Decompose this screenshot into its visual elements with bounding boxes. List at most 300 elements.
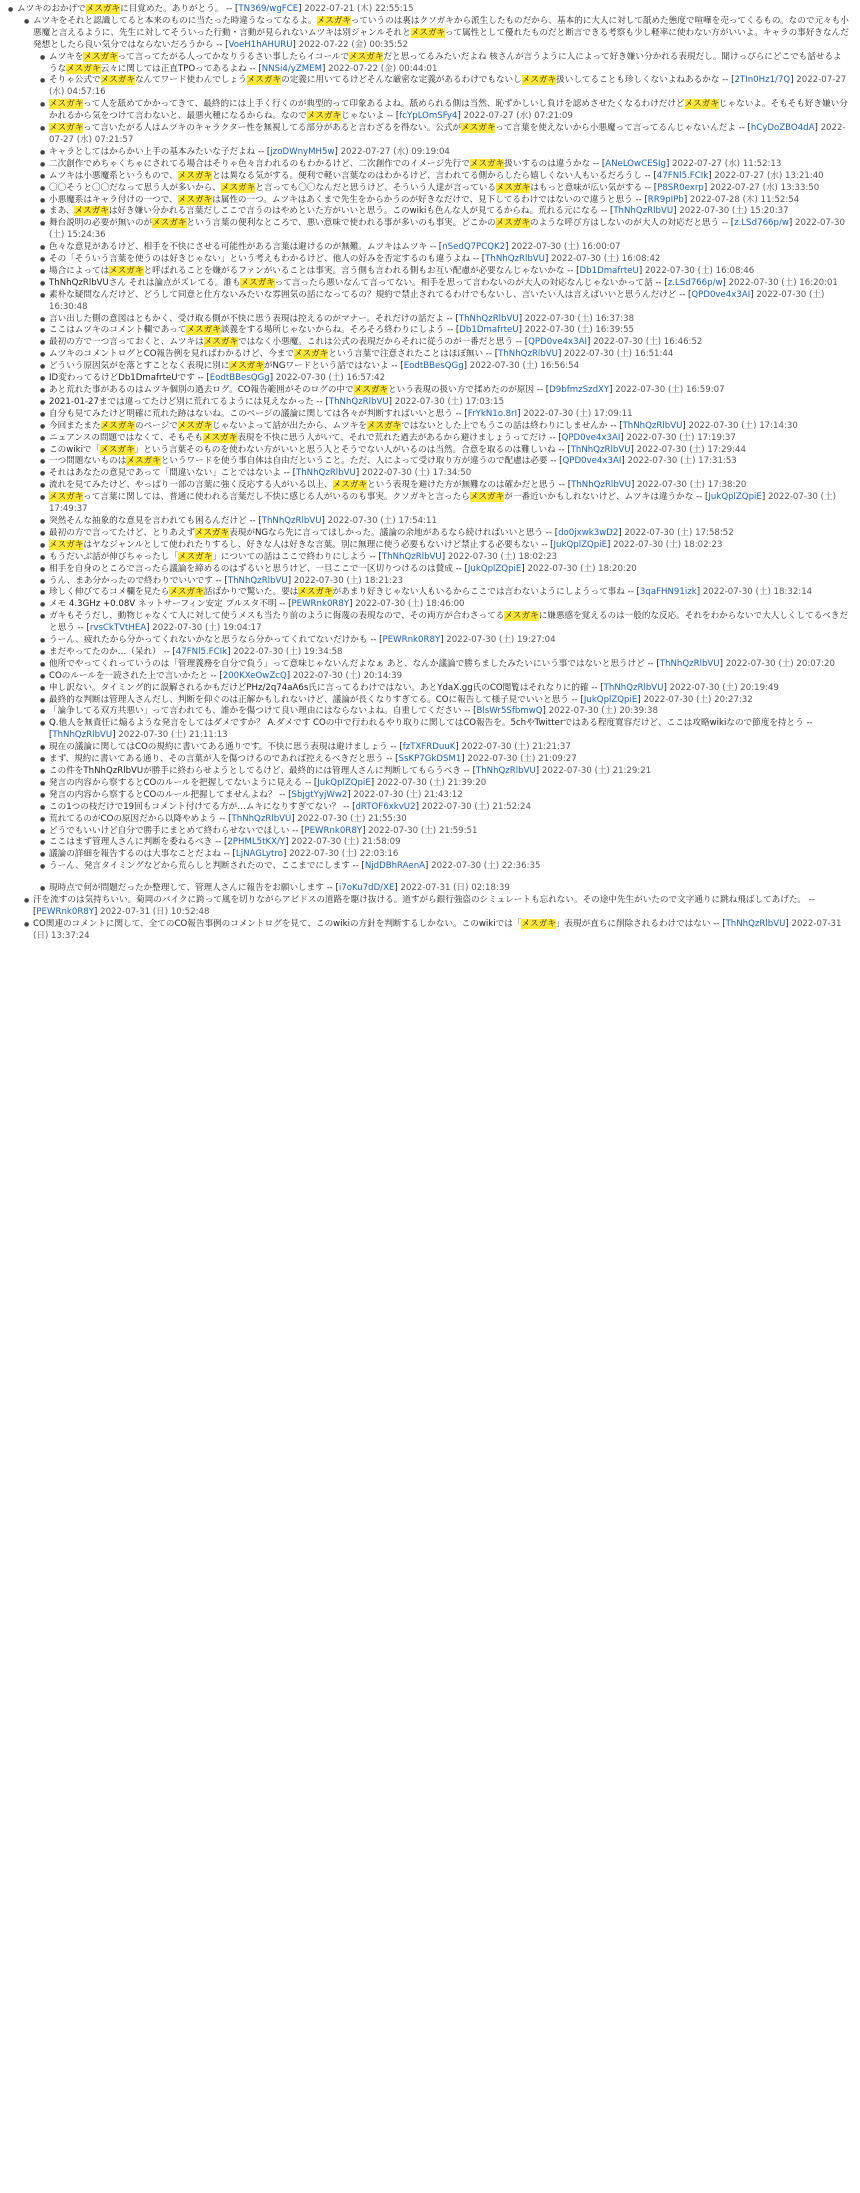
comment-item xyxy=(40,552,850,564)
comment-date: 2022-07-30 (土) 18:20:20 xyxy=(527,563,637,574)
comment-body: ● うーん、発言タイミングなどから荒らしと判断されたので、ここまでにします -- [NjdDBhRAenA] 2022-07-30 (土) 22:36:35 xyxy=(40,861,850,873)
comment-item xyxy=(40,849,850,861)
comment-body: ● どうでもいいけど自分で勝手にまとめて終わらせないでほしい -- [PEWRnk0R8Y] 2022-07-30 (土) 21:59:51 xyxy=(40,826,850,838)
comment-date: 2022-07-31 (日) 13:37:24 xyxy=(33,918,842,941)
comment-item xyxy=(40,754,850,766)
comment-item xyxy=(40,659,850,671)
commenter-id-link[interactable]: fcYpLOmSFy4 xyxy=(399,111,458,122)
comment-item xyxy=(40,361,850,373)
comment-item xyxy=(40,837,850,849)
comment-body: ● このwikiで「メスガキ」という言葉そのものを使わない方がいいと思う人とそうでない人がいるのは当然。合意を取るのは難しいね -- [ThNhQzRlbVU] 2022-07-30 (土) 17:29:44 xyxy=(40,445,850,457)
comment-item xyxy=(40,480,850,492)
comment-date: 2022-07-30 (土) 19:27:04 xyxy=(446,635,556,646)
commenter-id-link[interactable]: 47FNl5.FCIk xyxy=(175,646,228,657)
commenter-id-link[interactable]: dRTOF6xkvU2 xyxy=(355,801,416,812)
comment-body: ● うーん、疲れたから分かってくれないかなと思うなら分かってくれてないだけかも -- [PEWRnk0R8Y] 2022-07-30 (土) 19:27:04 xyxy=(40,635,850,647)
comment-body: ● もうだいぶ話が伸びちゃったし「メスガキ」についての話はここで終わりにしよう -- [ThNhQzRlbVU] 2022-07-30 (土) 18:02:23 xyxy=(40,552,850,564)
comment-date: 2022-07-30 (土) 22:36:35 xyxy=(431,861,541,872)
comment-body: ● メスガキって言いたがる人はムツキのキャラクター性を無視してる部分があると言わざるを得ない。公式がメスガキって言葉を使えないから小悪魔って言ってるんじゃないんだよ -- [hCyDoZBO4dA] 2022-07-27 (水) 07:21:57 xyxy=(40,123,850,147)
comment-item xyxy=(40,802,850,814)
keyword-highlight: メスガキ xyxy=(49,123,84,134)
commenter-id-link[interactable]: FrYkN1o.8rI xyxy=(467,408,518,419)
comment-item xyxy=(40,218,850,242)
commenter-id-link[interactable]: JukQplZQpiE xyxy=(583,694,638,705)
comment-date: 2022-07-30 (土) 16:56:54 xyxy=(469,361,580,372)
commenter-id-link[interactable]: 3qaFHN91izk xyxy=(639,587,697,598)
commenter-id-link[interactable]: ThNhQzRlbVU xyxy=(485,254,545,265)
keyword-highlight: メスガキ xyxy=(521,75,557,86)
comment-body: ● 最初の方で言ってたけど、とりあえずメスガキ表現がNGなら先に言ってほしかった。議論の余地があるなら続ければいいと思う -- [do0jxwk3wD2] 2022-07-30 (土) 17:58:52 xyxy=(40,528,850,540)
keyword-highlight: メスガキ xyxy=(684,99,719,110)
comment-body: ● 発言の内容から察するとCOのルール把握してませんよね？ -- [SbjgtYyjWw2] 2022-07-30 (土) 21:43:12 xyxy=(40,790,850,802)
commenter-id-link[interactable]: jzoDWnyMH5w xyxy=(270,146,335,157)
comment-body: ● その「そういう言葉を使うのは好きじゃない」という考えもわかるけど、他人の好みを否定するのも違うよね -- [ThNhQzRlbVU] 2022-07-30 (土) 16:08:42 xyxy=(40,254,850,266)
comment-date: 2022-07-30 (土) 20:07:20 xyxy=(725,658,835,669)
comment-body: ● まず、規約に書いてある通り、その言葉が人を傷つけるのであれば控えるべきだと思う -- [SsKP7GkDSM1] 2022-07-30 (土) 21:09:27 xyxy=(40,754,850,766)
keyword-highlight: メスガキ xyxy=(169,587,204,598)
keyword-highlight: メスガキ xyxy=(353,385,389,395)
comment-body: ● 言い出した側の意図はともかく、受け取る側が不快に思う表現は控えるのがマナー。それだけの話だよ -- [ThNhQzRlbVU] 2022-07-30 (土) 16:37:38 xyxy=(40,314,850,326)
comment-body: ● 発言の内容から察するとCOのルールを把握してないように見える -- [JukQplZQpiE] 2022-07-30 (土) 21:39:20 xyxy=(40,778,850,790)
keyword-highlight: メスガキ xyxy=(229,361,264,372)
comment-date: 2022-07-30 (土) 16:00:07 xyxy=(511,242,621,253)
comment-date: 2022-07-30 (土) 15:20:37 xyxy=(679,206,789,217)
commenter-id-link[interactable]: PEWRnk0R8Y xyxy=(36,906,95,917)
commenter-id-link[interactable]: JukQplZQpiE xyxy=(317,777,371,788)
comment-item xyxy=(40,254,850,266)
comment-item xyxy=(40,492,850,516)
commenter-id-link[interactable]: ThNhQzRlbVU xyxy=(613,206,674,217)
comment-body: ● ここはムツキのコメント欄であってメスガキ談義をする場所じゃないからね。そろそろ終わりにしよう -- [Db1DmafrteU] 2022-07-30 (土) 16:39:55 xyxy=(40,325,850,337)
comment-item xyxy=(40,718,850,742)
comment-item xyxy=(40,290,850,314)
commenter-id-link[interactable]: rvsCkTVtHEA xyxy=(89,623,147,634)
comment-item xyxy=(40,349,850,361)
commenter-id-link[interactable]: QPD0ve4x3AI xyxy=(691,289,751,300)
comment-date: 2022-07-30 (土) 21:59:51 xyxy=(368,825,478,836)
comment-body: ● 今回またまたメスガキのページでメスガキじゃないよって話が出たから、ムツキをメスガキではないとした上でもうこの話は終わりにしませんか -- [ThNhQzRlbVU] 2022-07-30 (土) 17:14:30 xyxy=(40,421,850,433)
commenter-id-link[interactable]: ThNhQzRlbVU xyxy=(52,730,113,741)
comment-body: ● 珍しく伸びてるコメ欄を見たらメスガキ話ばかりで驚いた。要はメスガキがあまり好きじゃない人もいるからここでは言わないようにしようって事ね -- [3qaFHN91izk] 2022-07-30 (土) 18:32:14 xyxy=(40,587,850,599)
keyword-highlight: メスガキ xyxy=(521,918,556,929)
comment-body: ● ムツキをメスガキって言ってたがる人ってかなりうるさい事したらイコールでメスガキだと思ってるみたいだよね 核さんが言うように人によって好き嫌い分かれる表現だし。聞けっぴらにどこでも話せるようなメスガキ云々に関しては正直TPOってあるよね -- [NNSi4/yZMEM] 2022-07-22 (金) 00:44:01 xyxy=(40,52,850,76)
commenter-id-link[interactable]: JukQplZQpiE xyxy=(553,539,608,550)
comment-item xyxy=(40,826,850,838)
comment-item xyxy=(40,385,850,397)
keyword-highlight: メスガキ xyxy=(152,218,187,229)
commenter-id-link[interactable]: 47FNl5.FCIk xyxy=(656,170,709,181)
comment-body: ● 相手を自身のところで言ったら議論を締めるのはずるいと思うけど、一旦ここで一区切りつけるのは賛成 -- [JukQplZQpiE] 2022-07-30 (土) 18:20:20 xyxy=(40,564,850,576)
comment-date: 2022-07-30 (土) 18:46:00 xyxy=(355,599,465,610)
commenter-id-link[interactable]: Db1DmafrteU xyxy=(459,325,519,336)
comment-date: 2022-07-30 (土) 21:39:20 xyxy=(376,777,487,788)
keyword-highlight: メスガキ xyxy=(100,420,135,431)
commenter-id-link[interactable]: ThNhQzRlbVU xyxy=(231,813,292,824)
commenter-id-link[interactable]: BlsWr5SfbmwQ xyxy=(476,706,543,717)
keyword-highlight: メスガキ xyxy=(100,75,135,86)
comment-date: 2022-07-30 (土) 21:21:37 xyxy=(461,742,571,753)
comment-item xyxy=(24,895,850,919)
commenter-id-link[interactable]: JukQplZQpiE xyxy=(467,563,522,574)
keyword-highlight: メスガキ xyxy=(293,349,329,360)
comment-date: 2022-07-30 (土) 16:30:48 xyxy=(49,289,825,312)
comment-date: 2022-07-27 (水) 13:21:40 xyxy=(714,170,824,181)
comment-date: 2022-07-22 (金) 00:44:01 xyxy=(328,63,438,74)
commenter-id-link[interactable]: PEWRnk0R8Y xyxy=(291,599,350,610)
comment-body: ● ムツキのコメントログとCO報告例を見ればわかるけど、今までメスガキという言葉で注意されたことはほぼ無い -- [ThNhQzRlbVU] 2022-07-30 (土) 16:51:44 xyxy=(40,349,850,361)
comment-date: 2022-07-30 (土) 17:31:53 xyxy=(627,456,737,467)
comment-item xyxy=(40,278,850,290)
commenter-id-link[interactable]: QPD0ve4x3AI xyxy=(562,456,622,467)
comment-date: 2022-07-30 (土) 21:55:30 xyxy=(297,813,407,824)
comment-body: ● 一つ問題ないものはメスガキというワードを使う事自体は自由だということ。ただ、人によって受け取り方が違うので配慮は必要 -- [QPD0ve4x3AI] 2022-07-30 (土) 17:31:53 xyxy=(40,456,850,468)
comment-body: ● 「論争してる双方共悪い」って言われても、誰かを傷つけて良い理由にはならないよね。自重してください -- [BlsWr5SfbmwQ] 2022-07-30 (土) 20:39:38 xyxy=(40,706,850,718)
comment-date: 2022-07-30 (土) 16:37:38 xyxy=(524,313,635,324)
comment-date: 2022-07-30 (土) 21:09:27 xyxy=(467,754,577,765)
comment-body: ● CO関連のコメントに関して、全てのCO報告事例のコメントログを見て、このwikiの方針を判断するしかない。このwikiでは「メスガキ」表現が直ちに削除されるわけではない -- [ThNhQzRlbVU] 2022-07-31 (日) 13:37:24 xyxy=(24,919,850,943)
comment-body: ● メスガキって人を舐めてかかってきて、最終的には上手く行くのが典型的って印象あるよね。舐められる側は当然、恥ずかしいし負けを認めさせたくなるわけだけどメスガキじゃないよ。そもそも好き嫌い分かれるから気をつけて言わないと、最悪火種になるからね。なのでメスガキじゃないよ -- [fcYpLOmSFy4] 2022-07-27 (水) 07:21:09 xyxy=(40,99,850,123)
comment-item xyxy=(8,4,850,16)
keyword-highlight: メスガキ xyxy=(83,51,118,62)
comment-body: ● ムツキをそれと認識してると本来のものに当たった時違うなってなるよ。メスガキっていうのは裏はクソガキから派生したものだから、基本的に大人に対して舐めた態度で喧嘩を売ってくるもの。なので元々も小悪魔と言えるように、先生に対してそういった行動・言動が見られないムツキは別ジャンルそれとメスガキって属性として優れたものだと断言できる考察も少し軽率に使わない方がいいよ。キャラの事好きなんだ発想としたら良い気分ではならないだろうから -- [VoeH1hAHURU] 2022-07-22 (金) 00:35:52 xyxy=(24,16,850,52)
comment-date: 2022-07-28 (木) 11:52:54 xyxy=(689,194,800,205)
comment-item xyxy=(40,242,850,254)
comment-date: 2022-07-30 (土) 15:24:36 xyxy=(49,218,845,241)
comment-date: 2022-07-30 (土) 18:32:14 xyxy=(702,587,813,598)
comment-date: 2022-07-30 (土) 18:21:23 xyxy=(293,575,404,586)
keyword-highlight: メスガキ xyxy=(177,420,213,431)
comment-body: ● どういう原因気がを落とすことなく表現に別にメスガキがNGワードという話ではないよ -- [EodtBBesQGg] 2022-07-30 (土) 16:56:54 xyxy=(40,361,850,373)
comment-date: 2022-07-30 (土) 20:27:32 xyxy=(643,694,753,705)
commenter-id-link[interactable]: ThNhQzRlbVU xyxy=(261,515,322,526)
comment-item xyxy=(40,540,850,552)
comment-thread xyxy=(0,0,860,943)
comment-date: 2022-07-21 (木) 22:55:15 xyxy=(304,4,414,14)
keyword-highlight: メスガキ xyxy=(194,527,230,538)
comment-body: ● 自分も見てみたけど明確に荒れた跡はないね。このページの議論に関しては各々が判断すればいいと思う -- [FrYkN1o.8rI] 2022-07-30 (土) 17:09:11 xyxy=(40,409,850,421)
comment-item xyxy=(40,883,850,895)
commenter-id-link[interactable]: PEWRnk0R8Y xyxy=(382,635,441,646)
commenter-id-link[interactable]: QPD0ve4x3AI xyxy=(528,337,587,348)
comment-body: ● ここはまず管理人さんに判断を委ねるべき -- [2PHML5tKX/Y] 2022-07-30 (土) 21:58:09 xyxy=(40,837,850,849)
comment-item xyxy=(40,456,850,468)
comment-body: ● ニュアンスの問題ではなくて、そもそもメスガキ表現を不快に思う人がいて、それで荒れた過去があるから避けましょうってだけ -- [QPD0ve4x3AI] 2022-07-30 (土) 17:19:37 xyxy=(40,433,850,445)
comment-date: 2022-07-31 (日) 02:18:39 xyxy=(400,883,510,894)
keyword-highlight: メスガキ xyxy=(316,15,351,26)
commenter-id-link[interactable]: EodtBBesQGg xyxy=(403,361,464,372)
commenter-id-link[interactable]: Db1DmafrteU xyxy=(579,265,639,276)
comment-item xyxy=(40,766,850,778)
comment-body: ● メスガキはヤなジャンルとして使われたりするし、好きな人は好きな言葉。別に無理に使う必要もないけど禁止する必要もない -- [JukQplZQpiE] 2022-07-30 (土) 18:02:23 xyxy=(40,540,850,552)
comment-body: ● 舞台説明の必要が無いのがメスガキという言葉の便利なところで、悪い意味で使われる事が多いのも事実。どこかのメスガキのような呼び方はしないのが大人の対応だと思う -- [z.LSd766p/w] 2022-07-30 (土) 15:24:36 xyxy=(40,218,850,242)
keyword-highlight: メスガキ xyxy=(469,158,505,169)
comment-item xyxy=(40,516,850,528)
comment-body: ● 場合によってはメスガキと呼ばれることを嫌がるファンがいることは事実。言う側も言われる側もお互い配慮が必要なんじゃないかな -- [Db1DmafrteU] 2022-07-30 (土) 16:08:46 xyxy=(40,266,850,278)
commenter-id-link[interactable]: nSedQ7PCQK2 xyxy=(442,242,506,253)
comment-item xyxy=(40,397,850,409)
commenter-id-link[interactable]: ThNhQzRlbVU xyxy=(227,575,288,586)
comment-item xyxy=(40,861,850,873)
comment-body: ● キャラとしてはからかい上手の基本みたいな子だよね -- [jzoDWnyMH5w] 2022-07-27 (水) 09:19:04 xyxy=(40,147,850,159)
comment-item xyxy=(40,706,850,718)
comment-item xyxy=(40,206,850,218)
comment-body: ● メスガキって言葉に関しては、普通に使われる言葉だし不快に感じる人がいるのも事実。クソガキと言ったらメスガキが一番近いかもしれないけど、ムツキは違うかな -- [JukQplZQpiE] 2022-07-30 (土) 17:49:37 xyxy=(40,492,850,516)
keyword-highlight: メスガキ xyxy=(220,182,256,193)
keyword-highlight: メスガキ xyxy=(366,420,402,431)
comment-body: ● 汗を流すのは気持ちいい。菊岡のバイクに跨って風を切りながらアビドスの道路を駆け抜ける。道すがら銀行強盗のシミュレートも忘れない。その途中先生がいたので文字通りに跳ね飛ばしてあげた。 -- [PEWRnk0R8Y] 2022-07-31 (日) 10:52:48 xyxy=(24,895,850,919)
comment-date: 2022-07-30 (土) 21:58:09 xyxy=(291,837,401,848)
keyword-highlight: メスガキ xyxy=(469,492,505,503)
keyword-highlight: メスガキ xyxy=(186,325,221,336)
comment-date: 2022-07-30 (土) 16:57:42 xyxy=(275,373,386,384)
comment-date: 2022-07-30 (土) 20:19:49 xyxy=(669,682,779,693)
comment-body: ● この1つの枝だけで19回もコメント付けてる方が…ムキになりすぎてない？ -- [dRTOF6xkvU2] 2022-07-30 (土) 21:52:24 xyxy=(40,802,850,814)
comment-date: 2022-07-30 (土) 17:14:30 xyxy=(688,420,798,431)
comment-date: 2022-07-30 (土) 17:58:52 xyxy=(624,527,734,538)
keyword-highlight: メスガキ xyxy=(240,277,275,288)
keyword-highlight: メスガキ xyxy=(126,456,161,467)
keyword-highlight: メスガキ xyxy=(49,539,84,550)
comment-date: 2022-07-30 (土) 17:09:11 xyxy=(523,408,633,419)
comment-date: 2022-07-30 (土) 16:39:55 xyxy=(524,325,635,336)
comment-body: ● 2021-01-27までは違ってたけど別に荒れてるようには見えなかった -- [ThNhQzRlbVU] 2022-07-30 (土) 17:03:15 xyxy=(40,397,850,409)
comment-date: 2022-07-27 (水) 13:33:50 xyxy=(709,182,820,193)
commenter-id-link[interactable]: EodtBBesQGg xyxy=(209,373,270,384)
commenter-id-link[interactable]: hCyDoZBO4dA xyxy=(750,123,815,134)
commenter-id-link[interactable]: 2PHML5tKX/Y xyxy=(227,837,286,848)
comment-date: 2022-07-30 (土) 16:46:52 xyxy=(593,337,703,348)
comment-body: ● 最初の方で一つ言っておくと、ムツキはメスガキではなく小悪魔。これは公式の表現だからそれに従うのが一番だと思う -- [QPD0ve4x3AI] 2022-07-30 (土) 16:46:52 xyxy=(40,337,850,349)
commenter-id-link[interactable]: i7oKu7dD/XE xyxy=(338,883,395,894)
commenter-id-link[interactable]: ThNhQzRlbVU xyxy=(622,420,683,431)
comment-body: ● 二次創作でめちゃくちゃにされてる場合はそりゃ色々言われるのもわかるけど、二次創作でのイメージ先行でメスガキ扱いするのは違うかな -- [ANeLOwCESIg] 2022-07-27 (水) 11:52:13 xyxy=(40,159,850,171)
comment-date: 2022-07-27 (水) 11:52:13 xyxy=(672,158,782,169)
comment-date: 2022-07-30 (土) 17:38:20 xyxy=(637,480,747,491)
keyword-highlight: メスガキ xyxy=(504,611,539,622)
commenter-id-link[interactable]: LjNAGLytro xyxy=(235,849,283,860)
commenter-id-link[interactable]: ThNhQzRlbVU xyxy=(498,349,558,360)
comment-body: ● そりゃ公式でメスガキなんてワード使わんでしょうメスガキの定義に用いてるけどそんな厳密な定義があるわけでもないしメスガキ扱いしてることも珍しくないよねあるかな -- [2TIn0Hz1/7Q] 2022-07-27 (水) 04:57:16 xyxy=(40,75,850,99)
comment-body: ● それはあなたの意見であって「間違いない」ことではないよ -- [ThNhQzRlbVU] 2022-07-30 (土) 17:34:50 xyxy=(40,468,850,480)
comment-item xyxy=(40,409,850,421)
comment-date: 2022-07-30 (土) 16:20:01 xyxy=(728,277,838,288)
keyword-highlight: メスガキ xyxy=(298,587,333,598)
comment-body: ● Q.他人を無責任に煽るような発言をしてはダメですか？ A.ダメです COの中で行われるやり取りに関してはCO報告を。5chやTwitterではある程度寛容だけど、ここは攻略wikiなので節度を持とう -- [ThNhQzRlbVU] 2022-07-30 (土) 21:11:13 xyxy=(40,718,850,742)
commenter-id-link[interactable]: ThNhQzRlbVU xyxy=(381,551,442,562)
keyword-highlight: メスガキ xyxy=(66,63,101,74)
comment-date: 2022-07-27 (水) 04:57:16 xyxy=(49,75,847,98)
comment-body: ● ThNhQzRlbVUさん それは論点がズレてる。誰もメスガキって言ったら悪いなんて言ってない。相手を思って言わないのが大人の対応なんじゃないかって話 -- [z.LSd766p/w] 2022-07-30 (土) 16:20:01 xyxy=(40,278,850,290)
commenter-id-link[interactable]: P8SR0exrp xyxy=(657,182,704,193)
comment-item xyxy=(40,266,850,278)
comment-item xyxy=(40,587,850,599)
commenter-id-link[interactable]: ThNhQzRlbVU xyxy=(603,682,664,693)
comment-item xyxy=(40,445,850,457)
comment-item xyxy=(40,314,850,326)
comment-body: ● 色々な意見があるけど、相手を不快にさせる可能性がある言葉は避けるのが無難。ムツキはムツキ -- [nSedQ7PCQK2] 2022-07-30 (土) 16:00:07 xyxy=(40,242,850,254)
comment-item xyxy=(40,742,850,754)
comment-date: 2022-07-30 (土) 21:52:24 xyxy=(421,801,531,812)
keyword-highlight: メスガキ xyxy=(202,432,238,443)
comment-body: ● ムツキは小悪魔系というもので、メスガキとは異なる気がする。便利で軽い言葉なのはわかるけど、言われてる側からしたら嬉しくない人もいるだろうし -- [47FNl5.FCIk] 2022-07-27 (水) 13:21:40 xyxy=(40,171,850,183)
comment-item xyxy=(40,695,850,707)
comment-body: ● 小悪魔系はキャラ付けの一つで、メスガキは属性の一つ。ムツキはあくまで先生をからかうのが好きなだけで、見下してるわけではないので違うと思う -- [RR9pIPb] 2022-07-28 (木) 11:52:54 xyxy=(40,195,850,207)
comment-date: 2022-07-30 (土) 17:19:37 xyxy=(626,432,736,443)
commenter-id-link[interactable]: fzTXFRDuuK xyxy=(402,742,456,753)
comment-item xyxy=(40,325,850,337)
comment-item xyxy=(40,611,850,635)
commenter-id-link[interactable]: ThNhQzRlbVU xyxy=(295,468,356,479)
keyword-highlight: メスガキ xyxy=(246,75,282,86)
comment-date: 2022-07-30 (土) 21:29:21 xyxy=(541,766,652,776)
keyword-highlight: メスガキ xyxy=(74,206,109,217)
keyword-highlight: メスガキ xyxy=(495,182,531,193)
comment-body: ● 議論の詳細を報告するのは大事なことだよね -- [LjNAGLytro] 2022-07-30 (土) 22:03:16 xyxy=(40,849,850,861)
keyword-highlight: メスガキ xyxy=(203,337,239,348)
comment-date: 2022-07-27 (水) 07:21:09 xyxy=(463,111,573,122)
keyword-highlight: メスガキ xyxy=(177,551,213,562)
comment-item xyxy=(40,123,850,147)
comment-date: 2022-07-30 (土) 17:29:44 xyxy=(636,444,746,455)
comment-date: 2022-07-30 (土) 22:03:16 xyxy=(289,849,399,860)
keyword-highlight: メスガキ xyxy=(85,4,121,14)
keyword-highlight: メスガキ xyxy=(461,123,496,134)
comment-item xyxy=(40,99,850,123)
comment-body: ● ガキもそうだし、動物じゃなくて人に対して使うメスも当たり前のように侮蔑の表現なので、その両方が合わさってるメスガキに嫌悪感を覚えるのは一般的な反応。それをわからないで大人しくしてるべきだと思う -- [rvsCkTVtHEA] 2022-07-30 (土) 19:04:17 xyxy=(40,611,850,635)
comment-body: ● 申し訳ない。タイミング的に誤解されるかもだけどPHz/2q74aA6s氏に言ってるわけではない。あとYdaX.gg氏のCO閲覧はそれなりに的確 -- [ThNhQzRlbVU] 2022-07-30 (土) 20:19:49 xyxy=(40,683,850,695)
commenter-id-link[interactable]: PEWRnk0R8Y xyxy=(304,825,363,836)
commenter-id-link[interactable]: do0jxwk3wD2 xyxy=(558,527,619,538)
comment-item xyxy=(40,195,850,207)
commenter-id-link[interactable]: TN369/wgFCE xyxy=(238,4,299,14)
comment-body: ● 最終的な判断は管理人さんだし、判断を仰ぐのは正解かもしれないけど、議論が長くなりすぎてる。COに報告して様子見でいいと思う -- [JukQplZQpiE] 2022-07-30 (土) 20:27:32 xyxy=(40,695,850,707)
keyword-highlight: メスガキ xyxy=(349,51,384,62)
comment-body: ● ムツキのおかげでメスガキに目覚めた。ありがとう。 -- [TN369/wgFCE] 2022-07-21 (木) 22:55:15 xyxy=(8,4,850,16)
comment-body: ● うん、まあ分かったので終わりでいいです -- [ThNhQzRlbVU] 2022-07-30 (土) 18:21:23 xyxy=(40,576,850,588)
comment-date: 2022-07-27 (水) 09:19:04 xyxy=(340,146,450,157)
commenter-id-link[interactable]: JukQplZQpiE xyxy=(708,492,762,503)
keyword-highlight: メスガキ xyxy=(49,99,84,110)
keyword-highlight: メスガキ xyxy=(49,492,84,503)
comment-body: ● ID変わってるけどDb1DmafrteUです -- [EodtBBesQGg] 2022-07-30 (土) 16:57:42 xyxy=(40,373,850,385)
commenter-id-link[interactable]: 200KXeOwZcQ xyxy=(222,670,287,681)
comment-date: 2022-07-27 (水) 07:21:57 xyxy=(49,123,846,145)
comment-date: 2022-07-30 (土) 17:49:37 xyxy=(49,492,836,515)
comment-body: ● 流れを見てみたけど、やっぱり一部の言葉に強く反応する人がいる以上、メスガキという表現を避けた方が無難なのは確かだと思う -- [ThNhQzRlbVU] 2022-07-30 (土) 17:38:20 xyxy=(40,480,850,492)
comment-item xyxy=(40,647,850,659)
comment-body: ● 素朴な疑問なんだけど、どうして同意と仕方ないみたいな雰囲気の話になってるの？規約で禁止されてるわけでもないし、言いたい人は言えばいいと思うんだけど -- [QPD0ve4x3AI] 2022-07-30 (土) 16:30:48 xyxy=(40,290,850,314)
commenter-id-link[interactable]: RR9pIPb xyxy=(647,194,684,205)
comment-body: ● COのルールを一読された上で言いかたと -- [200KXeOwZcQ] 2022-07-30 (土) 20:14:39 xyxy=(40,671,850,683)
comment-item xyxy=(40,337,850,349)
comment-date: 2022-07-30 (土) 20:14:39 xyxy=(292,670,403,681)
commenter-id-link[interactable]: ThNhQzRlbVU xyxy=(570,444,631,455)
comment-date: 2022-07-30 (土) 17:03:15 xyxy=(394,396,505,407)
comment-item xyxy=(40,75,850,99)
comment-item xyxy=(40,183,850,195)
comment-body: ● まあ、メスガキは好き嫌い分かれる言葉だしここで言うのはやめといた方がいいと思う。このwikiも色んな人が見てるからね。荒れる元になる -- [ThNhQzRlbVU] 2022-07-30 (土) 15:20:37 xyxy=(40,206,850,218)
comment-item xyxy=(40,635,850,647)
comment-item xyxy=(40,421,850,433)
comment-date: 2022-07-30 (土) 19:34:58 xyxy=(233,646,343,657)
comment-date: 2022-07-30 (土) 19:04:17 xyxy=(152,623,262,634)
comment-date: 2022-07-30 (土) 16:08:46 xyxy=(644,265,755,276)
commenter-id-link[interactable]: ThNhQzRlbVU xyxy=(458,313,519,324)
commenter-id-link[interactable]: NNSi4/yZMEM xyxy=(261,63,323,74)
comment-item xyxy=(40,778,850,790)
comment-body: ● メモ 4.3GHz +0.08V ネットサーフィン安定 プルスタ不明 -- [PEWRnk0R8Y] 2022-07-30 (土) 18:46:00 xyxy=(40,599,850,611)
commenter-id-link[interactable]: ThNhQzRlbVU xyxy=(725,918,786,929)
comment-item xyxy=(40,528,850,540)
commenter-id-link[interactable]: ThNhQzRlbVU xyxy=(659,658,720,669)
comment-date: 2022-07-30 (土) 21:43:12 xyxy=(353,789,463,800)
comment-item xyxy=(40,52,850,76)
commenter-id-link[interactable]: ThNhQzRlbVU xyxy=(328,396,389,407)
comment-date: 2022-07-30 (土) 17:34:50 xyxy=(361,468,472,479)
comment-item xyxy=(40,171,850,183)
comment-item xyxy=(24,16,850,52)
comment-date: 2022-07-30 (土) 18:02:23 xyxy=(447,551,558,562)
commenter-id-link[interactable]: VoeH1hAHURU xyxy=(228,39,293,50)
keyword-highlight: メスガキ xyxy=(100,444,135,455)
comment-date: 2022-07-31 (日) 10:52:48 xyxy=(100,906,210,917)
commenter-id-link[interactable]: SsKP7GkDSM1 xyxy=(398,754,462,765)
commenter-id-link[interactable]: QPD0ve4x3AI xyxy=(561,432,621,443)
comment-body: ● 現時点で何が問題だったか整理して、管理人さんに報告をお願いします -- [i7oKu7dD/XE] 2022-07-31 (日) 02:18:39 xyxy=(40,883,850,895)
comment-body: ● 現在の議論に関してはCOの規約に書いてある通りです。不快に思う表現は避けましょう -- [fzTXFRDuuK] 2022-07-30 (土) 21:21:37 xyxy=(40,742,850,754)
comment-item xyxy=(24,919,850,943)
comment-item xyxy=(40,814,850,826)
comment-item xyxy=(40,468,850,480)
comment-body: ● まだやってたのか…（呆れ） -- [47FNl5.FCIk] 2022-07-30 (土) 19:34:58 xyxy=(40,647,850,659)
keyword-highlight: メスガキ xyxy=(495,218,531,229)
commenter-id-link[interactable]: SbjgtYyjWw2 xyxy=(291,789,348,800)
comment-date: 2022-07-30 (土) 18:02:23 xyxy=(613,539,723,550)
comment-date: 2022-07-30 (土) 16:51:44 xyxy=(564,349,674,360)
commenter-id-link[interactable]: NjdDBhRAenA xyxy=(364,861,426,872)
comment-item xyxy=(40,564,850,576)
comment-item xyxy=(40,671,850,683)
comment-body: ● 荒れてるのがCOの原因だから以降やめよう -- [ThNhQzRlbVU] 2022-07-30 (土) 21:55:30 xyxy=(40,814,850,826)
comment-date: 2022-07-30 (土) 21:11:13 xyxy=(118,730,228,741)
comment-item xyxy=(40,147,850,159)
comment-date: 2022-07-30 (土) 16:59:07 xyxy=(615,385,725,395)
comment-body: ● 〇〇そうと〇〇だなって思う人が多いから、メスガキと言っても〇〇なんだと思うけど、そういう人達が言っているメスガキはもっと意味が広い気がする -- [P8SR0exrp] 2022-07-27 (水) 13:33:50 xyxy=(40,183,850,195)
comment-body: ● あと荒れた事があるのはムツキ個別の過去ログ。CO報告範囲がそのログの中でメスガキという表現の扱い方で揉めたのが原因 -- [D9bfmzSzdXY] 2022-07-30 (土) 16:59:07 xyxy=(40,385,850,397)
commenter-id-link[interactable]: ThNhQzRlbVU xyxy=(571,480,631,491)
commenter-id-link[interactable]: ANeLOwCESIg xyxy=(605,158,666,169)
commenter-id-link[interactable]: 2TIn0Hz1/7Q xyxy=(734,75,791,86)
comment-date: 2022-07-30 (土) 20:39:38 xyxy=(548,706,658,717)
comment-date: 2022-07-30 (土) 17:54:11 xyxy=(327,515,437,526)
comment-item xyxy=(40,599,850,611)
comment-item xyxy=(40,433,850,445)
comment-body: ● 突然そんな抽象的な意見を言われても困るんだけど -- [ThNhQzRlbVU] 2022-07-30 (土) 17:54:11 xyxy=(40,516,850,528)
comment-body: ● この件をThNhQzRlbVUが勝手に終わらせようとしてるけど、最終的には管理人さんに判断してもらうべき -- [ThNhQzRlbVU] 2022-07-30 (土) 21:29:21 xyxy=(40,766,850,778)
comment-item xyxy=(40,790,850,802)
keyword-highlight: メスガキ xyxy=(177,194,213,205)
commenter-id-link[interactable]: z.LSd766p/w xyxy=(667,277,723,288)
commenter-id-link[interactable]: ThNhQzRlbVU xyxy=(475,766,536,776)
keyword-highlight: メスガキ xyxy=(410,27,445,38)
comment-item xyxy=(40,576,850,588)
commenter-id-link[interactable]: z.LSd766p/w xyxy=(734,218,789,229)
keyword-highlight: メスガキ xyxy=(332,480,367,491)
keyword-highlight: メスガキ xyxy=(177,170,213,181)
comment-item xyxy=(40,373,850,385)
commenter-id-link[interactable]: D9bfmzSzdXY xyxy=(549,385,610,395)
comment-body: ● 他所でやってくれっていうのは「管理義務を自分で負う」って意味じゃないんだよなぁ あと、なんか議論で勝ちましたみたいにいう事ではないと思うけど -- [ThNhQzRlbVU] 2022-07-30 (土) 20:07:20 xyxy=(40,659,850,671)
